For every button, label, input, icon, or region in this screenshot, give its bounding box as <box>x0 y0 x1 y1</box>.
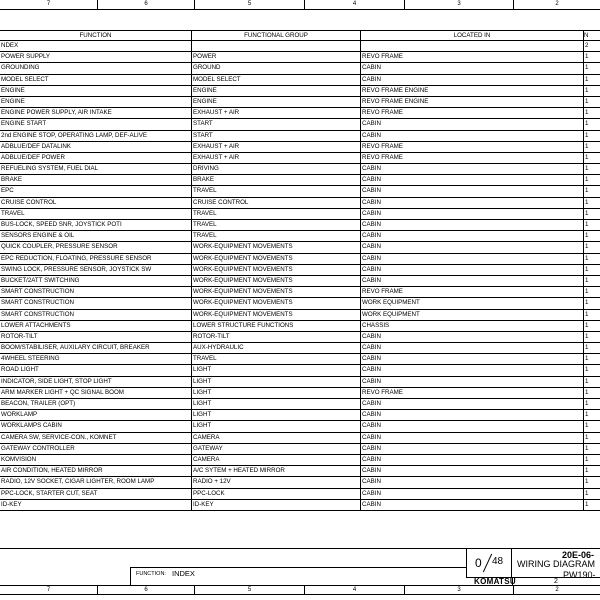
cell-functional-group: BRAKE <box>192 175 361 185</box>
cell-n: 1 <box>585 243 589 251</box>
cell-function: BEACON, TRAILER (OPT) <box>0 399 192 409</box>
cell-n: 1 <box>585 344 589 352</box>
cell-function: SWING LOCK, PRESSURE SENSOR, JOYSTICK SW <box>0 265 192 275</box>
cell-n: 1 <box>585 165 589 173</box>
cell-n: 1 <box>585 120 589 128</box>
cell-n: 1 <box>585 75 589 83</box>
cell-located-in: CABIN <box>361 63 584 73</box>
table-row <box>0 131 600 142</box>
bottom-zone-ruler <box>0 585 600 595</box>
zone-marker: 6 <box>97 586 194 594</box>
zone-marker: 4 <box>304 0 404 9</box>
cell-functional-group: EXHAUST + AIR <box>192 153 361 163</box>
cell-functional-group: CAMERA <box>192 433 361 443</box>
table-row <box>0 209 600 220</box>
table-row <box>0 310 600 321</box>
table-row <box>0 164 600 175</box>
zone-marker: 7 <box>46 587 51 593</box>
zone-marker: 6 <box>97 0 194 9</box>
cell-n: 1 <box>585 232 589 240</box>
cell-function: RADIO, 12V SOCKET, CIGAR LIGHTER, ROOM LAMP <box>0 477 192 487</box>
cell-function: QUICK COUPLER, PRESSURE SENSOR <box>0 242 192 252</box>
table-row <box>0 276 600 287</box>
table-row <box>0 63 600 74</box>
cell-n: 1 <box>585 310 589 318</box>
page-total: 48 <box>492 556 504 567</box>
header-function: FUNCTION <box>0 31 192 40</box>
function-label: FUNCTION: <box>136 571 166 577</box>
cell-located-in: CABIN <box>361 254 584 264</box>
table-row <box>0 97 600 108</box>
cell-n: 1 <box>585 142 589 150</box>
cell-functional-group: GROUND <box>192 63 361 73</box>
document-model: PW190- <box>563 570 596 580</box>
cell-located-in: CABIN <box>361 175 584 185</box>
table-row <box>0 466 600 477</box>
cell-n: 1 <box>585 86 589 94</box>
cell-located-in: CABIN <box>361 198 584 208</box>
cell-located-in <box>361 41 584 51</box>
cell-located-in: CHASSIS <box>361 321 584 331</box>
table-row <box>0 254 600 265</box>
cell-function: PPC-LOCK, STARTER CUT, SEAT <box>0 489 192 499</box>
cell-n: 1 <box>585 176 589 184</box>
cell-located-in: CABIN <box>361 242 584 252</box>
cell-located-in: CABIN <box>361 444 584 454</box>
cell-function: 2nd ENGINE STOP, OPERATING LAMP, DEF-ALIVE <box>0 131 192 141</box>
cell-function: ENGINE <box>0 86 192 96</box>
table-row <box>0 231 600 242</box>
table-row <box>0 153 600 164</box>
cell-located-in: CABIN <box>361 500 584 510</box>
table-row <box>0 343 600 354</box>
cell-located-in: CABIN <box>361 354 584 364</box>
cell-function: BOOM/STABILISER, AUXILARY CIRCUIT, BREAKER <box>0 343 192 353</box>
cell-functional-group: TRAVEL <box>192 231 361 241</box>
cell-located-in: REVO FRAME <box>361 153 584 163</box>
table-row <box>0 433 600 444</box>
table-row <box>0 186 600 197</box>
cell-function: 4WHEEL STEERING <box>0 354 192 364</box>
cell-located-in: REVO FRAME <box>361 52 584 62</box>
table-row <box>0 332 600 343</box>
cell-functional-group: START <box>192 131 361 141</box>
cell-n: 1 <box>585 64 589 72</box>
table-row <box>0 298 600 309</box>
cell-located-in: CABIN <box>361 421 584 431</box>
cell-functional-group: WORK-EQUIPMENT MOVEMENTS <box>192 242 361 252</box>
zone-marker: 2 <box>513 0 600 9</box>
cell-functional-group: LIGHT <box>192 365 361 375</box>
table-row <box>0 265 600 276</box>
cell-n: 1 <box>585 500 589 508</box>
table-row <box>0 52 600 63</box>
table-row <box>0 242 600 253</box>
table-row <box>0 377 600 388</box>
cell-located-in: REVO FRAME ENGINE <box>361 86 584 96</box>
table-row <box>0 410 600 421</box>
cell-function: SMART CONSTRUCTION <box>0 287 192 297</box>
zone-marker: 2 <box>513 586 600 594</box>
cell-located-in: CABIN <box>361 265 584 275</box>
cell-located-in: CABIN <box>361 365 584 375</box>
cell-functional-group: TRAVEL <box>192 186 361 196</box>
cell-functional-group: WORK-EQUIPMENT MOVEMENTS <box>192 265 361 275</box>
table-row <box>0 119 600 130</box>
cell-located-in: CABIN <box>361 433 584 443</box>
cell-n: 1 <box>585 209 589 217</box>
cell-function: SMART CONSTRUCTION <box>0 310 192 320</box>
cell-function: SENSORS ENGINE & OIL <box>0 231 192 241</box>
cell-functional-group: CRUISE CONTROL <box>192 198 361 208</box>
cell-located-in: CABIN <box>361 343 584 353</box>
zone-marker: 3 <box>404 586 513 594</box>
table-row <box>0 75 600 86</box>
cell-located-in: CABIN <box>361 377 584 387</box>
zone-marker: 5 <box>194 586 304 594</box>
cell-functional-group: ROTOR-TILT <box>192 332 361 342</box>
cell-functional-group: WORK-EQUIPMENT MOVEMENTS <box>192 276 361 286</box>
table-row <box>0 220 600 231</box>
cell-functional-group: LIGHT <box>192 399 361 409</box>
cell-function: EPC REDUCTION, FLOATING, PRESSURE SENSOR <box>0 254 192 264</box>
cell-functional-group: CAMERA <box>192 455 361 465</box>
table-row <box>0 455 600 466</box>
cell-function: CRUISE CONTROL <box>0 198 192 208</box>
revision-number: 2 <box>554 578 558 585</box>
header-functional-group: FUNCTIONAL GROUP <box>192 31 361 40</box>
table-row <box>0 399 600 410</box>
cell-function: SMART CONSTRUCTION <box>0 298 192 308</box>
table-row <box>0 321 600 332</box>
table-row <box>0 489 600 500</box>
table-row <box>0 365 600 376</box>
cell-functional-group: WORK-EQUIPMENT MOVEMENTS <box>192 254 361 264</box>
cell-functional-group: MODEL SELECT <box>192 75 361 85</box>
cell-functional-group: WORK-EQUIPMENT MOVEMENTS <box>192 287 361 297</box>
cell-located-in: CABIN <box>361 477 584 487</box>
cell-functional-group: GATEWAY <box>192 444 361 454</box>
cell-function: ARM MARKER LIGHT + QC SIGNAL BOOM <box>0 388 192 398</box>
zone-marker: 3 <box>404 0 513 9</box>
cell-function: ENGINE POWER SUPPLY, AIR INTAKE <box>0 108 192 118</box>
table-row <box>0 500 600 511</box>
index-table <box>0 30 600 511</box>
cell-n: 1 <box>585 478 589 486</box>
cell-functional-group: ENGINE <box>192 97 361 107</box>
cell-function: REFUELING SYSTEM, FUEL DIAL <box>0 164 192 174</box>
cell-n: 1 <box>585 377 589 385</box>
cell-n: 1 <box>585 400 589 407</box>
cell-function: AIR CONDITION, HEATED MIRROR <box>0 466 192 476</box>
cell-n: 1 <box>585 422 589 430</box>
cell-function: INDICATOR, SIDE LIGHT, STOP LIGHT <box>0 377 192 387</box>
cell-n: 1 <box>585 198 589 206</box>
page-separator <box>483 554 492 573</box>
table-row <box>0 354 600 365</box>
cell-functional-group: WORK-EQUIPMENT MOVEMENTS <box>192 310 361 320</box>
cell-function: ADBLUE/DEF DATALINK <box>0 142 192 152</box>
zone-marker: 7 <box>46 1 51 7</box>
cell-n: 1 <box>585 97 589 105</box>
table-row <box>0 142 600 153</box>
cell-located-in: REVO FRAME <box>361 142 584 152</box>
cell-n: 2 <box>585 42 589 49</box>
cell-located-in: WORK EQUIPMENT <box>361 298 584 308</box>
cell-located-in: CABIN <box>361 75 584 85</box>
cell-located-in: CABIN <box>361 466 584 476</box>
cell-functional-group: DRIVING <box>192 164 361 174</box>
cell-functional-group: TRAVEL <box>192 220 361 230</box>
cell-function: ID-KEY <box>0 500 192 510</box>
cell-n: 1 <box>585 153 589 161</box>
cell-located-in: REVO FRAME <box>361 108 584 118</box>
cell-functional-group: LIGHT <box>192 421 361 431</box>
cell-functional-group: A/C SYTEM + HEATED MIRROR <box>192 466 361 476</box>
cell-function: CAMERA SW, SERVICE-CON., KOMNET <box>0 433 192 443</box>
zone-marker: 5 <box>194 0 304 9</box>
cell-function: TRAVEL <box>0 209 192 219</box>
cell-n: 1 <box>585 321 589 329</box>
cell-located-in: CABIN <box>361 209 584 219</box>
cell-n: 1 <box>585 489 589 497</box>
page-indicator <box>466 549 512 577</box>
table-row <box>0 287 600 298</box>
table-row <box>0 444 600 455</box>
cell-n: 1 <box>585 53 589 61</box>
cell-functional-group: TRAVEL <box>192 354 361 364</box>
cell-functional-group: START <box>192 119 361 129</box>
cell-located-in: CABIN <box>361 131 584 141</box>
cell-n: 1 <box>585 276 589 284</box>
cell-located-in: CABIN <box>361 455 584 465</box>
document-title: WIRING DIAGRAM <box>517 559 595 569</box>
cell-n: 1 <box>585 221 589 228</box>
cell-located-in: REVO FRAME <box>361 287 584 297</box>
cell-n: 1 <box>585 355 589 363</box>
cell-function: ROAD LIGHT <box>0 365 192 375</box>
cell-n: 1 <box>585 109 589 117</box>
page-current: 0 <box>475 556 482 570</box>
cell-n: 1 <box>585 254 589 262</box>
cell-located-in: CABIN <box>361 164 584 174</box>
zone-marker: 4 <box>304 586 404 594</box>
cell-located-in: CABIN <box>361 332 584 342</box>
cell-function: WORKLAMPS CABIN <box>0 421 192 431</box>
cell-located-in: CABIN <box>361 276 584 286</box>
cell-functional-group <box>192 41 361 51</box>
cell-n: 1 <box>585 288 589 296</box>
cell-function: GATEWAY CONTROLLER <box>0 444 192 454</box>
komatsu-logo: KOMATSU <box>474 577 516 586</box>
cell-function: BUCKET/2ATT SWITCHING <box>0 276 192 286</box>
cell-function: EPC <box>0 186 192 196</box>
table-header <box>0 30 600 41</box>
cell-functional-group: PPC-LOCK <box>192 489 361 499</box>
cell-n: 1 <box>585 366 589 374</box>
cell-n: 1 <box>585 433 589 441</box>
cell-n: 1 <box>585 265 589 273</box>
cell-function: ADBLUE/DEF POWER <box>0 153 192 163</box>
cell-function: GROUNDING <box>0 63 192 73</box>
cell-functional-group: EXHAUST + AIR <box>192 108 361 118</box>
cell-functional-group: AUX-HYDRAULIC <box>192 343 361 353</box>
table-row <box>0 41 600 52</box>
cell-n: 1 <box>585 467 589 475</box>
title-block <box>0 548 600 585</box>
top-zone-ruler <box>0 0 600 10</box>
cell-function: POWER SUPPLY <box>0 52 192 62</box>
cell-function: ENGINE START <box>0 119 192 129</box>
cell-function: MODEL SELECT <box>0 75 192 85</box>
cell-function: ROTOR-TILT <box>0 332 192 342</box>
cell-function: ENGINE <box>0 97 192 107</box>
cell-function: KOMVISION <box>0 455 192 465</box>
cell-functional-group: ENGINE <box>192 86 361 96</box>
table-row <box>0 86 600 97</box>
cell-located-in: REVO FRAME <box>361 388 584 398</box>
cell-located-in: CABIN <box>361 119 584 129</box>
table-row <box>0 388 600 399</box>
table-row <box>0 108 600 119</box>
cell-functional-group: POWER <box>192 52 361 62</box>
cell-located-in: CABIN <box>361 489 584 499</box>
cell-n: 1 <box>585 455 589 463</box>
cell-n: 1 <box>585 444 589 452</box>
cell-functional-group: ID-KEY <box>192 500 361 510</box>
cell-located-in: CABIN <box>361 220 584 230</box>
cell-located-in: WORK EQUIPMENT <box>361 310 584 320</box>
function-value: INDEX <box>172 569 195 578</box>
cell-n: 1 <box>585 187 589 195</box>
cell-functional-group: TRAVEL <box>192 209 361 219</box>
cell-located-in: CABIN <box>361 231 584 241</box>
table-row <box>0 421 600 432</box>
cell-n: 1 <box>585 332 589 340</box>
header-n: N <box>584 32 589 39</box>
cell-n: 1 <box>585 388 589 396</box>
document-code: 20E-06- <box>562 550 595 560</box>
cell-functional-group: WORK-EQUIPMENT MOVEMENTS <box>192 298 361 308</box>
cell-functional-group: LIGHT <box>192 410 361 420</box>
table-row <box>0 477 600 488</box>
cell-n: 1 <box>585 411 589 419</box>
cell-functional-group: LIGHT <box>192 377 361 387</box>
cell-located-in: CABIN <box>361 186 584 196</box>
cell-located-in: CABIN <box>361 410 584 420</box>
cell-function: LOWER ATTACHMENTS <box>0 321 192 331</box>
table-row <box>0 198 600 209</box>
cell-function: BUS-LOCK, SPEED SNR, JOYSTICK POTI <box>0 220 192 230</box>
cell-function: WORKLAMP <box>0 410 192 420</box>
cell-functional-group: LIGHT <box>192 388 361 398</box>
cell-function: NDEX <box>0 41 192 51</box>
cell-functional-group: RADIO + 12V <box>192 477 361 487</box>
cell-located-in: REVO FRAME ENGINE <box>361 97 584 107</box>
cell-functional-group: EXHAUST + AIR <box>192 142 361 152</box>
cell-located-in: CABIN <box>361 399 584 409</box>
header-located-in: LOCATED IN <box>361 31 584 40</box>
cell-n: 1 <box>585 131 589 139</box>
cell-n: 1 <box>585 299 589 307</box>
table-row <box>0 175 600 186</box>
cell-function: BRAKE <box>0 175 192 185</box>
cell-functional-group: LOWER STRUCTURE FUNCTIONS <box>192 321 361 331</box>
